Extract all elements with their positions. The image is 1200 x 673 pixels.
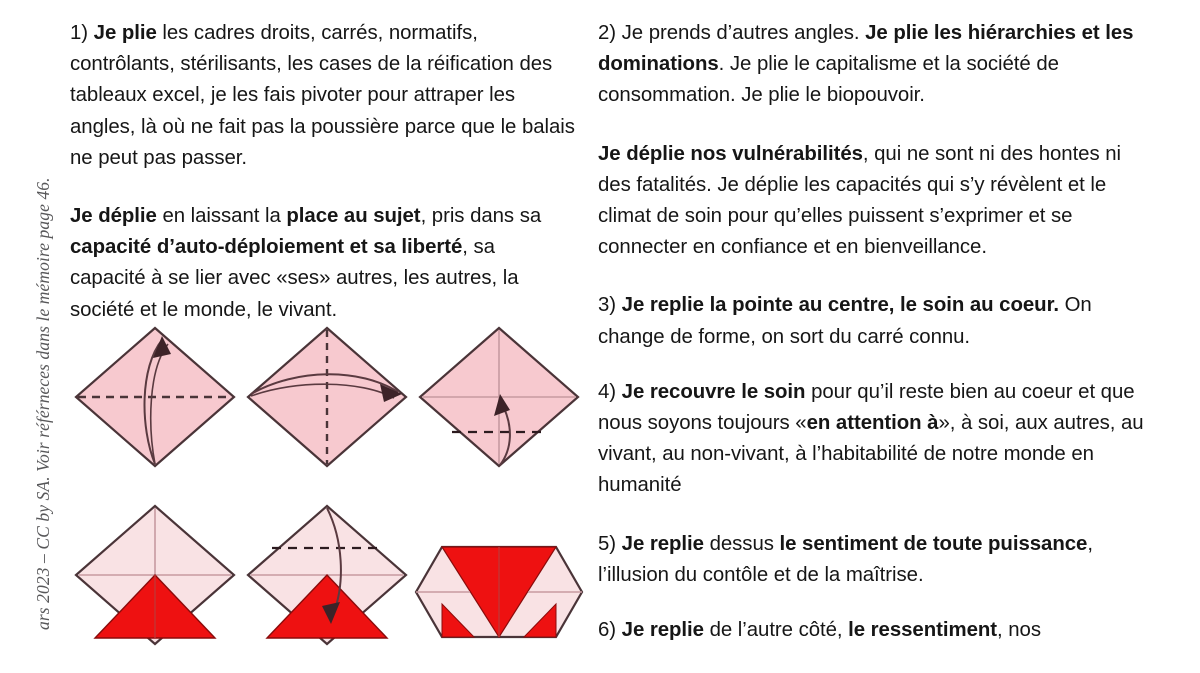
text-run-2: de l’autre côté, — [703, 619, 849, 642]
text-run-1: Je replie — [621, 532, 704, 555]
text-run-5: , sa capacité à se lier avec «ses» autres, les autres, la société et le monde, le vivant. — [70, 236, 519, 321]
text-run-1: Je replie — [621, 619, 704, 642]
text-run-1: Je replie la pointe au centre, le soin au coeur. — [621, 294, 1059, 317]
text-run-1: Je plie — [93, 22, 157, 44]
right-text-column — [598, 18, 1158, 673]
text-run-0: 3) — [598, 294, 622, 317]
text-run-4: , nos — [997, 619, 1041, 642]
text-run-2: . Je plie le capitalisme et la société de consommation. Je plie le biopouvoir. — [598, 53, 1059, 107]
paragraph-step-1 — [70, 18, 575, 174]
text-run-4: capacité d’auto-déploiement et sa liberté — [70, 236, 463, 259]
text-run-3: en attention à — [806, 412, 939, 435]
left-text-column — [70, 18, 575, 353]
paragraph-step-5 — [598, 529, 1158, 591]
text-run-4: , l’illusion du contôle et de la maîtrise. — [598, 532, 1093, 586]
text-run-3: le sentiment de toute puissance — [779, 532, 1088, 555]
text-run-1: en laissant la — [156, 205, 287, 228]
credit-text: ars 2023 – CC by SA. Voir référneces dans le mémoire page 46. — [32, 177, 53, 630]
paragraph-step-2 — [598, 18, 1158, 112]
origami-figure-5 — [242, 500, 412, 650]
text-run-2: pour qu’il reste bien au coeur et que nous soyons toujours « — [598, 380, 1135, 435]
paragraph-step-6 — [598, 615, 1158, 646]
text-run-2: dessus — [703, 532, 780, 555]
text-run-0: 5) — [598, 532, 622, 555]
text-run-2: place au sujet — [286, 205, 421, 228]
origami-figure-4 — [70, 500, 240, 650]
origami-figure-3 — [414, 322, 584, 472]
text-run-1: Je plie les hiérarchies et les dominations — [598, 22, 1134, 76]
text-run-0: 1) — [70, 22, 94, 44]
text-run-1: Je recouvre le soin — [621, 380, 806, 403]
paragraph-unfold-subject — [70, 201, 575, 326]
paragraph-step-4 — [598, 377, 1158, 502]
text-run-2: On change de forme, on sort du carré connu. — [598, 294, 1092, 348]
text-run-3: le ressentiment — [848, 619, 998, 642]
text-run-0: 4) — [598, 380, 622, 403]
text-run-0: Je déplie nos vulnérabilités — [598, 142, 863, 165]
credit-strip — [26, 0, 60, 630]
text-run-0: 6) — [598, 619, 622, 642]
origami-fold-sequence — [70, 322, 590, 632]
text-run-2: les cadres droits, carrés, normatifs, contrôlants, stérilisants, les cases de la réification des tableaux excel, je les fais pivoter pour attraper les angles, là où ne fait pas la poussière parce que le balais ne peut pas passer. — [70, 22, 575, 169]
origami-figure-6 — [414, 500, 584, 650]
text-run-1: , qui ne sont ni des hontes ni des fatalités. Je déplie les capacités qui s’y révèlent et le climat de soin pour qu’elles puissent s’exprimer et se connecter en confiance et en bienveillance. — [598, 142, 1121, 259]
origami-figure-1 — [70, 322, 240, 472]
paragraph-unfold-vulnerabilities — [598, 139, 1158, 264]
text-run-4: », à soi, aux autres, au vivant, au non-vivant, à l’habitabilité de notre monde en humanité — [598, 412, 1144, 497]
text-run-3: , pris dans sa — [420, 205, 542, 228]
text-run-0: Je déplie — [70, 205, 157, 228]
origami-figure-2 — [242, 322, 412, 472]
text-run-0: 2) Je prends d’autres angles. — [598, 22, 866, 44]
paragraph-step-3 — [598, 290, 1158, 352]
